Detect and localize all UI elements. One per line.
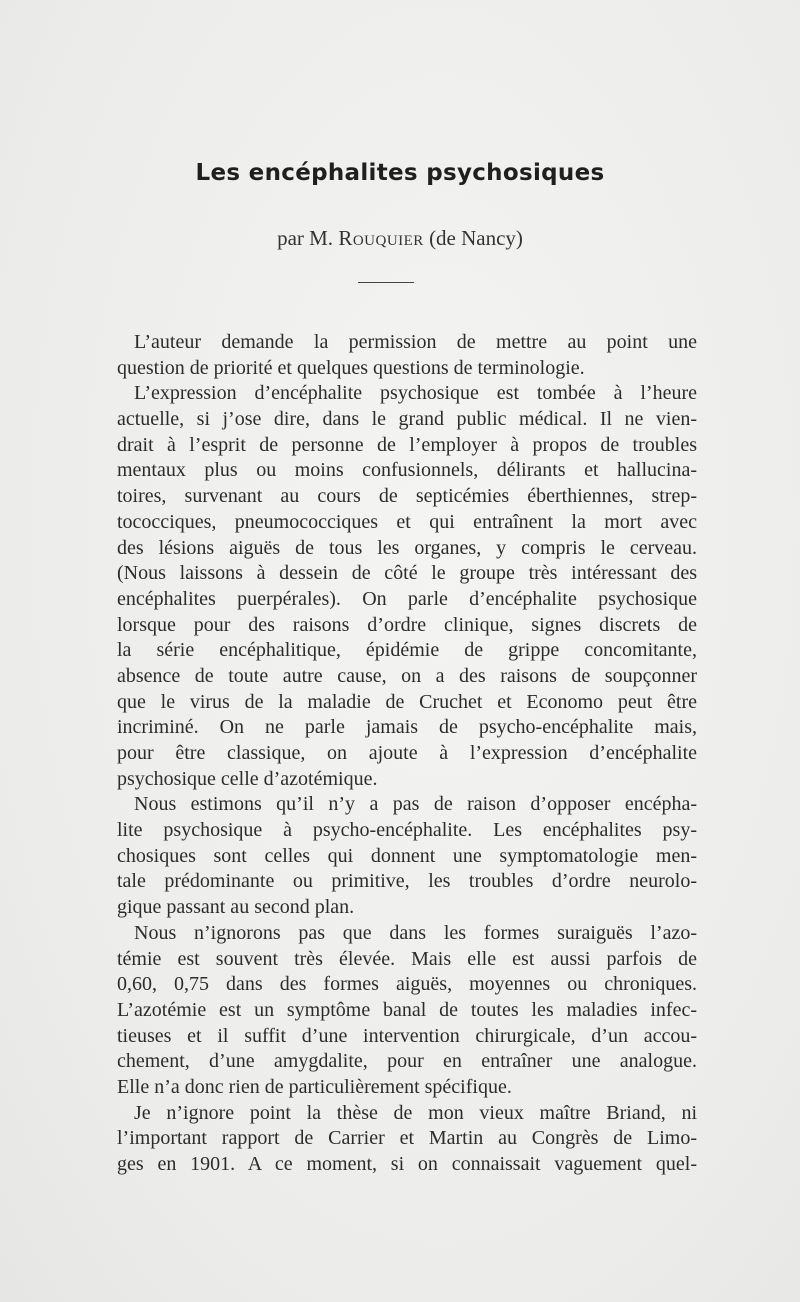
text-line: chosiques sont celles qui donnent une symptomatologie men- bbox=[117, 844, 697, 867]
text-line: question de priorité et quelques questions de terminologie. bbox=[117, 356, 585, 379]
text-line: L’auteur demande la permission de mettre au point une bbox=[134, 331, 697, 353]
text-line: tale prédominante ou primitive, les troubles d’ordre neurolo- bbox=[117, 870, 697, 893]
text-line: mentaux plus ou moins confusionnels, délirants et hallucina- bbox=[117, 459, 697, 482]
text-line: encéphalites puerpérales). On parle d’encéphalite psychosique bbox=[117, 587, 697, 610]
text-line: la série encéphalitique, épidémie de grippe concomitante, bbox=[117, 639, 697, 662]
text-line: tococciques, pneumococciques et qui entraînent la mort avec bbox=[117, 510, 697, 533]
text-line: L’expression d’encéphalite psychosique est tombée à l’heure bbox=[134, 382, 697, 405]
text-line: gique passant au second plan. bbox=[117, 896, 355, 919]
text-line: Nous n’ignorons pas que dans les formes suraiguës l’azo- bbox=[134, 921, 697, 944]
text-line: psychosique celle d’azotémique. bbox=[117, 767, 378, 790]
text-line: Je n’ignore point la thèse de mon vieux maître Briand, ni bbox=[134, 1101, 697, 1124]
text-line: lorsque pour des raisons d’ordre clinique, signes discrets de bbox=[117, 613, 697, 636]
text-line: Elle n’a donc rien de particulièrement spécifique. bbox=[117, 1075, 512, 1098]
author-affiliation: (de Nancy) bbox=[429, 226, 523, 250]
text-line: 0,60, 0,75 dans des formes aiguës, moyennes ou chroniques. bbox=[117, 973, 697, 996]
text-line: toires, survenant au cours de septicémies éberthiennes, strep- bbox=[117, 485, 697, 508]
text-line: incriminé. On ne parle jamais de psycho-encéphalite mais, bbox=[117, 716, 697, 739]
byline-prefix: par M. bbox=[277, 226, 334, 250]
text-line: que le virus de la maladie de Cruchet et Economo peut être bbox=[117, 690, 697, 713]
author-name: Rouquier bbox=[338, 226, 424, 250]
text-line: Nous estimons qu’il n’y a pas de raison d’opposer encépha- bbox=[134, 793, 697, 816]
text-line: (Nous laissons à dessein de côté le groupe très intéressant des bbox=[117, 562, 697, 585]
text-line: tieuses et il suffit d’une intervention chirurgicale, d’un accou- bbox=[117, 1024, 697, 1047]
byline bbox=[0, 226, 800, 251]
article-body bbox=[117, 330, 697, 1178]
text-line: pour être classique, on ajoute à l’expression d’encéphalite bbox=[117, 742, 697, 764]
text-line: chement, d’une amygdalite, pour en entraîner une analogue. bbox=[117, 1050, 697, 1073]
text-line: des lésions aiguës de tous les organes, y compris le cerveau. bbox=[117, 536, 697, 559]
title-divider bbox=[358, 282, 414, 283]
text-line: drait à l’esprit de personne de l’employer à propos de troubles bbox=[117, 433, 697, 456]
text-line: L’azotémie est un symptôme banal de toutes les maladies infec- bbox=[117, 998, 697, 1021]
text-line: absence de toute autre cause, on a des raisons de soupçonner bbox=[117, 664, 697, 687]
text-line: actuelle, si j’ose dire, dans le grand public médical. Il ne vien- bbox=[117, 408, 697, 431]
text-line: l’important rapport de Carrier et Martin au Congrès de Limo- bbox=[117, 1127, 697, 1150]
text-line: lite psychosique à psycho-encéphalite. Les encéphalites psy- bbox=[117, 819, 697, 842]
text-line: ges en 1901. A ce moment, si on connaissait vaguement quel- bbox=[117, 1153, 697, 1175]
article-title: Les encéphalites psychosiques bbox=[195, 160, 605, 186]
text-line: témie est souvent très élevée. Mais elle est aussi parfois de bbox=[117, 947, 697, 970]
